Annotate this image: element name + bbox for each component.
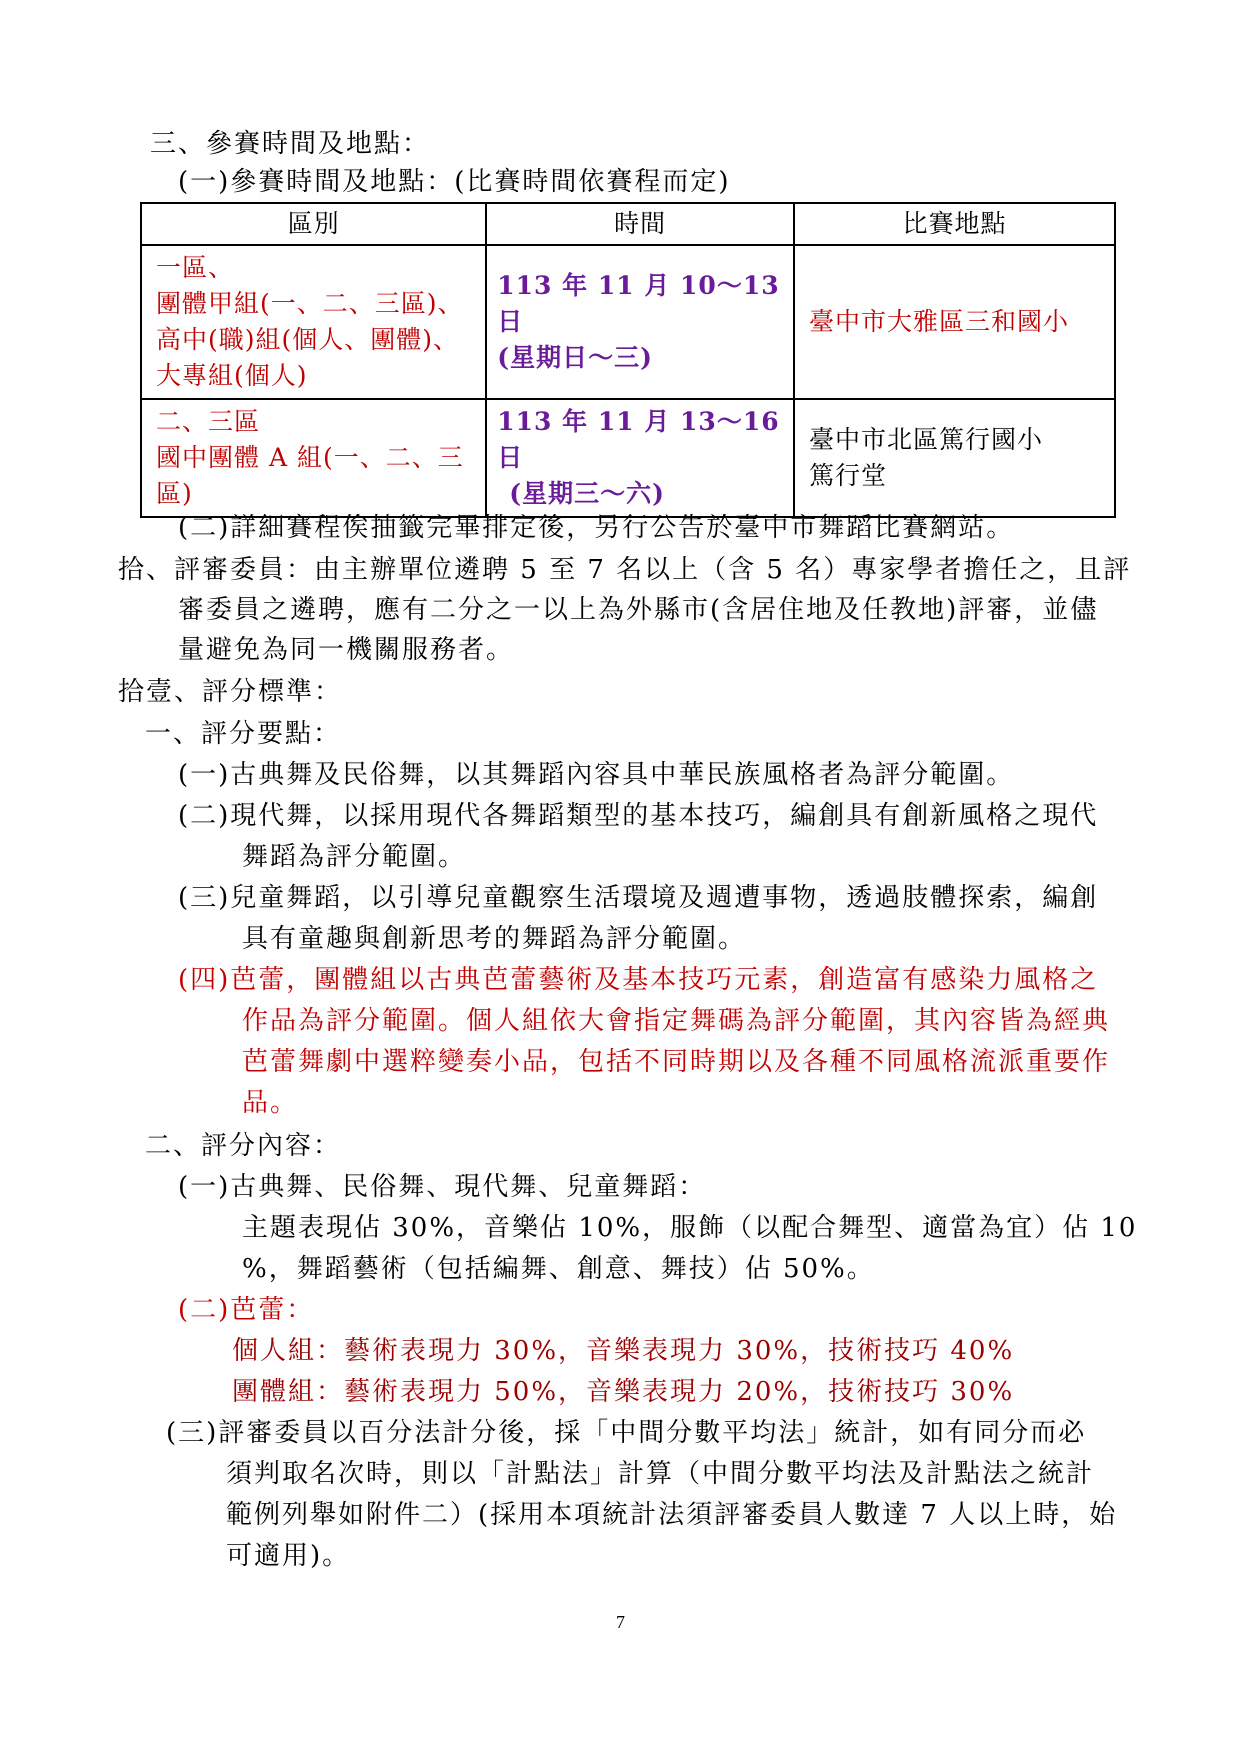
row1-time-weekday: (星期日～三): [497, 343, 653, 372]
part1-item4: (四)芭蕾，團體組以古典芭蕾藝術及基本技巧元素，創造富有感染力風格之: [178, 965, 1099, 995]
part2-item3-cont: 須判取名次時，則以「計點法」計算（中間分數平均法及計點法之統計: [226, 1459, 1095, 1489]
section10-line: 拾、評審委員：由主辦單位遴聘 5 至 7 名以上（含 5 名）專家學者擔任之，且評: [118, 555, 1132, 585]
part1-item4-cont: 品。: [242, 1088, 299, 1118]
row1-district-line: 團體甲組(一、二、三區)、: [156, 289, 464, 318]
part2-item2-text: 團體組：藝術表現力 50%，音樂表現力 20%，技術技巧 30%: [232, 1377, 1015, 1407]
table-row: [141, 399, 1115, 517]
row2-venue: [794, 399, 1115, 517]
schedule-table: [140, 202, 1116, 518]
row1-venue: [794, 245, 1115, 399]
part1-item2-cont: 舞蹈為評分範圍。: [242, 842, 467, 872]
part1-item3-cont: 具有童趣與創新思考的舞蹈為評分範圍。: [242, 924, 747, 954]
row1-time: [486, 245, 794, 399]
part1-item4-cont: 作品為評分範圍。個人組依大會指定舞碼為評分範圍，其內容皆為經典: [242, 1006, 1111, 1036]
row2-district: [141, 399, 486, 517]
page-number: 7: [616, 1612, 625, 1632]
row1-district-line: 大專組(個人): [156, 361, 308, 390]
part1-item2: (二)現代舞，以採用現代各舞蹈類型的基本技巧，編創具有創新風格之現代: [178, 801, 1099, 831]
part2-item2: (二)芭蕾：: [178, 1295, 315, 1325]
part2-item1: (一)古典舞、民俗舞、現代舞、兒童舞蹈：: [178, 1172, 707, 1202]
part1-heading: 一、評分要點：: [145, 719, 342, 749]
section11-heading: 拾壹、評分標準：: [118, 677, 343, 707]
row2-time-date: 113 年 11 月 13～16 日: [497, 407, 780, 472]
row1-district-line: 一區、: [156, 253, 235, 282]
row1-district-line: 高中(職)組(個人、團體)、: [156, 325, 460, 354]
section3-sub1: (一)參賽時間及地點：(比賽時間依賽程而定): [178, 167, 731, 197]
row2-district-line: 區): [156, 479, 193, 508]
part2-item3: (三)評審委員以百分法計分後，採「中間分數平均法」統計，如有同分而必: [166, 1418, 1087, 1448]
part2-item1-text: 主題表現佔 30%，音樂佔 10%，服飾（以配合舞型、適當為宜）佔 10: [242, 1213, 1138, 1243]
section3-sub2: (二)詳細賽程俟抽籤完畢排定後，另行公告於臺中市舞蹈比賽網站。: [178, 513, 1015, 543]
table-row: [141, 245, 1115, 399]
section10-line: 量避免為同一機關服務者。: [178, 635, 515, 665]
row1-venue-line: 臺中市大雅區三和國小: [808, 307, 1069, 336]
table-header-row: [141, 203, 1115, 245]
part2-item2-text: 個人組：藝術表現力 30%，音樂表現力 30%，技術技巧 40%: [232, 1336, 1015, 1366]
row2-district-line: 二、三區: [156, 407, 261, 436]
section3-heading: 三、參賽時間及地點：: [150, 129, 431, 159]
header-venue: 比賽地點: [794, 203, 1115, 245]
row1-time-date: 113 年 11 月 10～13 日: [497, 271, 780, 336]
row1-district: [141, 245, 486, 399]
row2-venue-line: 臺中市北區篤行國小: [808, 425, 1043, 454]
row2-time-weekday: (星期三～六): [509, 479, 665, 508]
section10-line: 審委員之遴聘，應有二分之一以上為外縣市(含居住地及任教地)評審，並儘: [178, 595, 1099, 625]
part2-item3-cont: 範例列舉如附件二）(採用本項統計法須評審委員人數達 7 人以上時，始: [226, 1500, 1118, 1530]
row2-venue-line: 篤行堂: [808, 461, 887, 490]
part2-item1-text: %，舞蹈藝術（包括編舞、創意、舞技）佔 50%。: [242, 1254, 875, 1284]
part1-item1: (一)古典舞及民俗舞，以其舞蹈內容具中華民族風格者為評分範圍。: [178, 760, 1015, 790]
part2-item3-cont: 可適用)。: [226, 1541, 351, 1571]
part1-item3: (三)兒童舞蹈，以引導兒童觀察生活環境及週遭事物，透過肢體探索，編創: [178, 883, 1099, 913]
row2-district-line: 國中團體 A 組(一、二、三: [156, 443, 464, 472]
part1-item4-cont: 芭蕾舞劇中選粹變奏小品，包括不同時期以及各種不同風格流派重要作: [242, 1047, 1111, 1077]
header-district: 區別: [141, 203, 486, 245]
row2-time: [486, 399, 794, 517]
part2-heading: 二、評分內容：: [145, 1131, 342, 1161]
header-time: 時間: [486, 203, 794, 245]
